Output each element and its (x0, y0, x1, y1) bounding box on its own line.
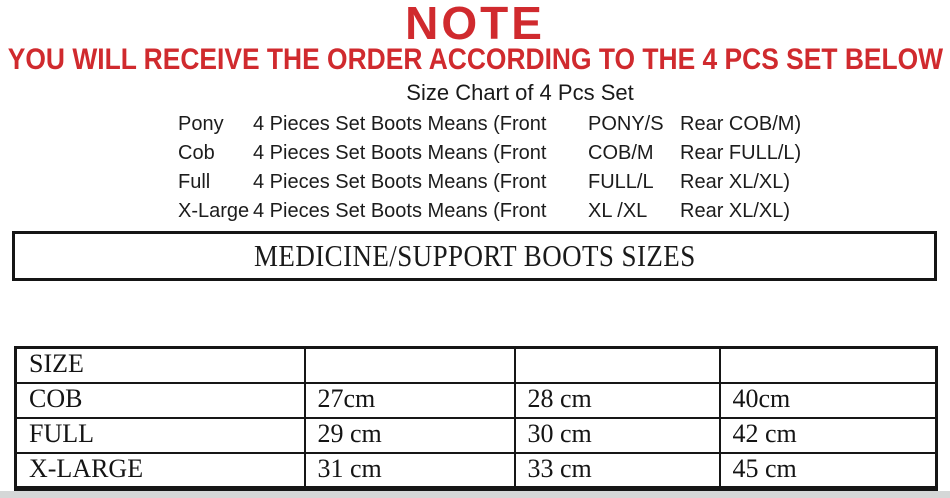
set-desc-row-pony (178, 110, 801, 139)
boots-sizes-banner-title: MEDICINE/SUPPORT BOOTS SIZES (253, 238, 696, 273)
rear-size: Rear FULL/L) (680, 142, 802, 164)
table-header-row (16, 348, 937, 383)
measure-b: 28 cm (515, 383, 720, 418)
boots-sizes-banner (12, 231, 937, 281)
scan-edge-strip (0, 491, 950, 498)
table-row-full (16, 418, 937, 453)
size-name: Pony (178, 113, 224, 135)
note-subtitle: YOU WILL RECEIVE THE ORDER ACCORDING TO THE 4 PCS SET BELOW (7, 43, 943, 76)
desc-text: 4 Pieces Set Boots Means (Front (253, 142, 547, 164)
measure-a: 29 cm (305, 418, 515, 453)
size-name: Full (178, 171, 211, 193)
size-name: X-Large (178, 200, 250, 222)
table-row-xlarge (16, 453, 937, 489)
desc-text: 4 Pieces Set Boots Means (Front (253, 113, 547, 135)
rear-size: Rear XL/XL) (680, 171, 791, 193)
row-label: X-LARGE (16, 453, 305, 489)
measure-b: 30 cm (515, 418, 720, 453)
set-desc-row-xlarge (178, 197, 801, 226)
table-header-col2 (515, 348, 720, 383)
row-label: FULL (16, 418, 305, 453)
boots-size-table (14, 346, 938, 491)
measure-c: 45 cm (720, 453, 937, 489)
table-header-col3 (720, 348, 937, 383)
set-description-list (178, 110, 801, 226)
front-size: PONY/S (588, 113, 664, 135)
measure-c: 40cm (720, 383, 937, 418)
row-label: COB (16, 383, 305, 418)
rear-size: Rear COB/M) (680, 113, 802, 135)
measure-a: 27cm (305, 383, 515, 418)
measure-c: 42 cm (720, 418, 937, 453)
front-size: COB/M (588, 142, 654, 164)
measure-a: 31 cm (305, 453, 515, 489)
desc-text: 4 Pieces Set Boots Means (Front (253, 171, 547, 193)
front-size: XL /XL (588, 200, 648, 222)
note-subtitle-wrap (0, 43, 950, 77)
table-header-col1 (305, 348, 515, 383)
desc-text: 4 Pieces Set Boots Means (Front (253, 200, 547, 222)
note-title: NOTE (405, 0, 545, 49)
size-name: Cob (178, 142, 215, 164)
table-row-cob (16, 383, 937, 418)
front-size: FULL/L (588, 171, 654, 193)
measure-b: 33 cm (515, 453, 720, 489)
rear-size: Rear XL/XL) (680, 200, 791, 222)
set-desc-row-full (178, 168, 801, 197)
set-desc-row-cob (178, 139, 801, 168)
table-header-size: SIZE (16, 348, 305, 383)
size-chart-subheading: Size Chart of 4 Pcs Set (406, 80, 634, 105)
